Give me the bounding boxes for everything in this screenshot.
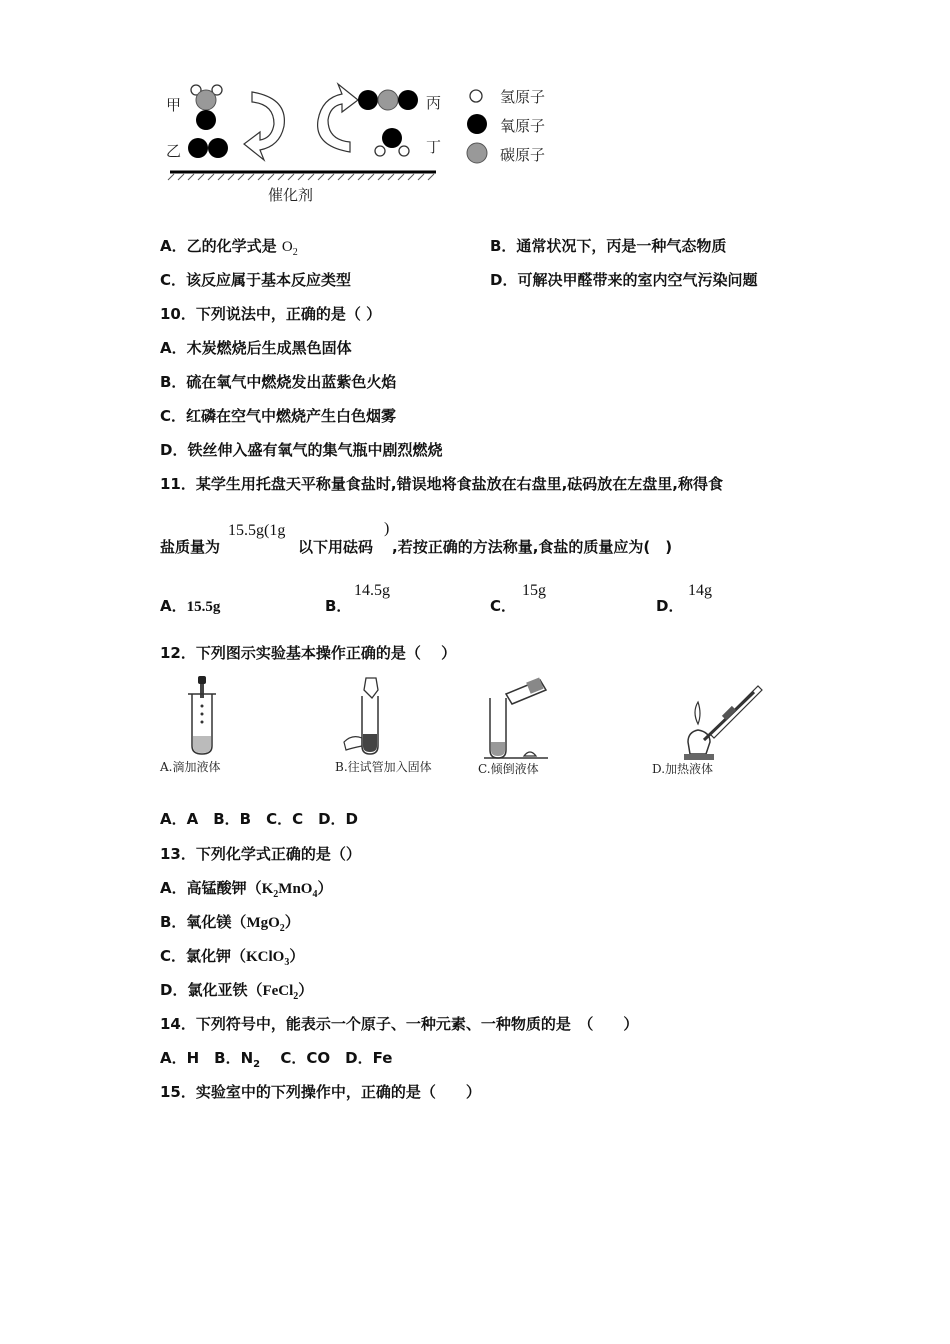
atom-carbon — [196, 90, 216, 110]
legend-oxygen-icon — [466, 113, 488, 135]
q11-paren: ) — [384, 520, 390, 537]
q11-stem-part1: 盐质量为 — [160, 538, 221, 556]
atom-oxygen — [382, 128, 402, 148]
atom-oxygen — [358, 90, 378, 110]
q12-caption-c: C.倾倒液体 — [478, 762, 539, 776]
label-ding: 丁 — [426, 138, 442, 156]
dropper-test-tube-icon — [184, 676, 224, 756]
q11-option-a: A．15.5g — [160, 597, 221, 615]
atom-hydrogen — [375, 146, 385, 156]
q12-caption-d: D.加热液体 — [652, 762, 714, 776]
q11-option-b-value: 14.5g — [354, 582, 390, 599]
q9-option-d: D．可解决甲醛带来的室内空气污染问题 — [490, 271, 758, 289]
label-jia: 甲 — [166, 96, 182, 114]
curved-arrow-icon — [244, 92, 284, 160]
q12-caption-a: A.滴加液体 — [160, 760, 221, 774]
q10-stem: 10．下列说法中，正确的是（ ） — [160, 305, 382, 323]
q11-option-d-value: 14g — [688, 582, 712, 599]
q10-option-b: B．硫在氧气中燃烧发出蓝紫色火焰 — [160, 373, 397, 391]
q10-option-d: D．铁丝伸入盛有氧气的集气瓶中剧烈燃烧 — [160, 441, 443, 459]
heating-liquid-icon — [664, 678, 764, 762]
q11-option-c-value: 15g — [522, 582, 546, 599]
q11-mass-value: 15.5g(1g — [228, 522, 286, 539]
atom-oxygen — [196, 110, 216, 130]
q10-option-c: C．红磷在空气中燃烧产生白色烟雾 — [160, 407, 397, 425]
q11-stem-part3: ,若按正确的方法称量,食盐的质量应为( ) — [392, 538, 673, 556]
q14-stem: 14．下列符号中，能表示一个原子、一种元素、一种物质的是 （ ） — [160, 1015, 639, 1033]
atom-carbon — [378, 90, 398, 110]
q12-caption-b: B.往试管加入固体 — [335, 760, 432, 774]
q13-option-c: C．氯化钾（KClO$_3$） — [160, 947, 305, 968]
legend-carbon-icon — [466, 142, 488, 164]
q9-option-a: A．乙的化学式是 $O_2$ — [160, 237, 298, 258]
legend-oxygen: 氧原子 — [500, 117, 546, 135]
label-catalyst: 催化剂 — [268, 186, 314, 204]
legend-carbon: 碳原子 — [500, 146, 546, 164]
q13-stem: 13．下列化学式正确的是（） — [160, 845, 361, 863]
atom-oxygen — [188, 138, 208, 158]
q10-option-a: A．木炭燃烧后生成黑色固体 — [160, 339, 352, 357]
atom-oxygen — [208, 138, 228, 158]
q11-option-c-label: C． — [490, 597, 517, 615]
q11-option-b-label: B． — [325, 597, 352, 615]
q13-option-a: A．高锰酸钾$(K_2MnO_4)$ — [160, 879, 333, 900]
reaction-diagram — [160, 80, 460, 190]
q14-options: A．H B．$N_2$ C．CO D．Fe — [160, 1049, 393, 1070]
q12-stem: 12．下列图示实验基本操作正确的是（ ） — [160, 644, 457, 662]
label-yi: 乙 — [166, 142, 182, 160]
q13-option-b: B．氧化镁（MgO$_2$） — [160, 913, 300, 934]
q15-stem: 15．实验室中的下列操作中，正确的是（ ） — [160, 1083, 481, 1101]
atom-hydrogen — [399, 146, 409, 156]
q13-option-d: D．氯化亚铁（FeCl$_2$） — [160, 981, 314, 1002]
label-bing: 丙 — [426, 94, 442, 112]
q11-stem-part2: 以下用砝码 — [298, 538, 374, 556]
pouring-liquid-icon — [484, 676, 554, 760]
q11-option-d-label: D． — [656, 597, 684, 615]
legend-hydrogen-icon — [468, 88, 484, 104]
curved-arrow-icon — [318, 84, 358, 152]
atom-oxygen — [398, 90, 418, 110]
q9-option-c: C．该反应属于基本反应类型 — [160, 271, 352, 289]
legend-hydrogen: 氢原子 — [500, 88, 546, 106]
q12-options: A．A B．B C．C D．D — [160, 810, 359, 828]
add-solid-test-tube-icon — [342, 676, 402, 756]
q11-stem-line1: 11．某学生用托盘天平称量食盐时,错误地将食盐放在右盘里,砝码放在左盘里,称得食 — [160, 475, 723, 493]
q9-option-b: B．通常状况下，丙是一种气态物质 — [490, 237, 727, 255]
